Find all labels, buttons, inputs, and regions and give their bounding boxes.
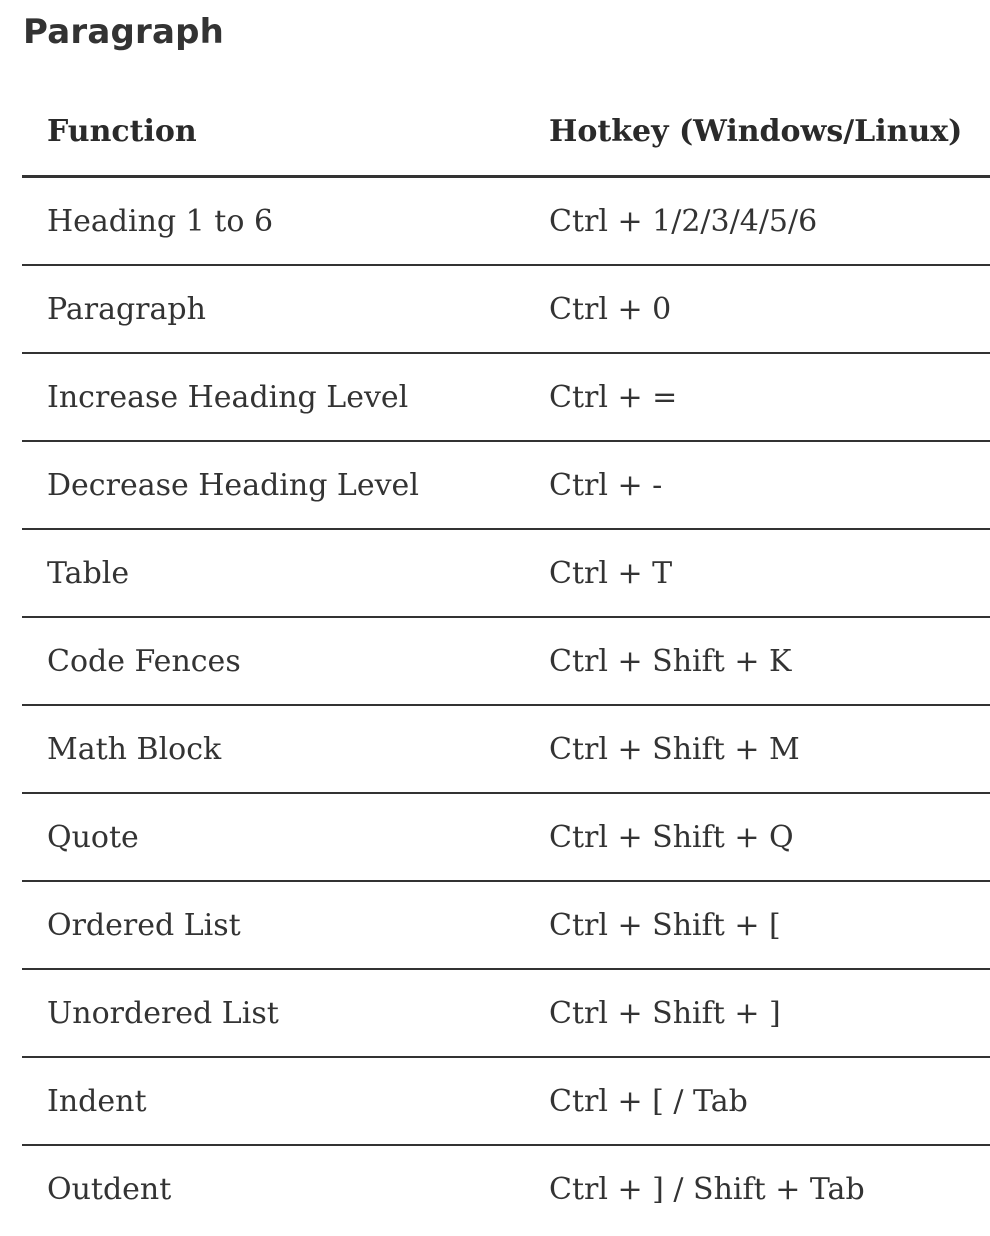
- table-row: [22, 1145, 990, 1232]
- function-cell: Ordered List: [22, 881, 524, 969]
- hotkey-table: [22, 88, 990, 1232]
- hotkey-cell: Ctrl + Shift + K: [524, 617, 990, 705]
- table-row: [22, 529, 990, 617]
- hotkey-cell: Ctrl + =: [524, 353, 990, 441]
- table-header: [22, 88, 990, 177]
- table-row: [22, 881, 990, 969]
- hotkey-cell: Ctrl + Shift + ]: [524, 969, 990, 1057]
- table-row: [22, 441, 990, 529]
- hotkey-cell: Ctrl + Shift + M: [524, 705, 990, 793]
- table-row: [22, 969, 990, 1057]
- table-row: [22, 617, 990, 705]
- function-cell: Unordered List: [22, 969, 524, 1057]
- function-cell: Table: [22, 529, 524, 617]
- table-row: [22, 1057, 990, 1145]
- table-row: [22, 265, 990, 353]
- table-row: [22, 177, 990, 266]
- table-row: [22, 793, 990, 881]
- hotkey-cell: Ctrl + 1/2/3/4/5/6: [524, 177, 990, 266]
- table-row: [22, 353, 990, 441]
- hotkey-cell: Ctrl + Shift + Q: [524, 793, 990, 881]
- header-row: [22, 88, 990, 177]
- function-cell: Quote: [22, 793, 524, 881]
- function-cell: Decrease Heading Level: [22, 441, 524, 529]
- hotkey-cell: Ctrl + -: [524, 441, 990, 529]
- header-function: Function: [22, 88, 524, 177]
- hotkey-cell: Ctrl + T: [524, 529, 990, 617]
- function-cell: Paragraph: [22, 265, 524, 353]
- function-cell: Indent: [22, 1057, 524, 1145]
- hotkey-cell: Ctrl + ] / Shift + Tab: [549, 1171, 865, 1207]
- function-cell: Math Block: [22, 705, 524, 793]
- function-cell: Code Fences: [22, 617, 524, 705]
- function-cell: Outdent: [47, 1171, 172, 1207]
- hotkey-cell: Ctrl + 0: [524, 265, 990, 353]
- page-title: Paragraph: [23, 12, 225, 52]
- header-hotkey: Hotkey (Windows/Linux): [524, 88, 990, 177]
- table-body: [22, 177, 990, 1233]
- table-row: [22, 705, 990, 793]
- function-cell: Increase Heading Level: [22, 353, 524, 441]
- hotkey-cell: Ctrl + Shift + [: [524, 881, 990, 969]
- function-cell: Heading 1 to 6: [22, 177, 524, 266]
- hotkey-cell: Ctrl + [ / Tab: [524, 1057, 990, 1145]
